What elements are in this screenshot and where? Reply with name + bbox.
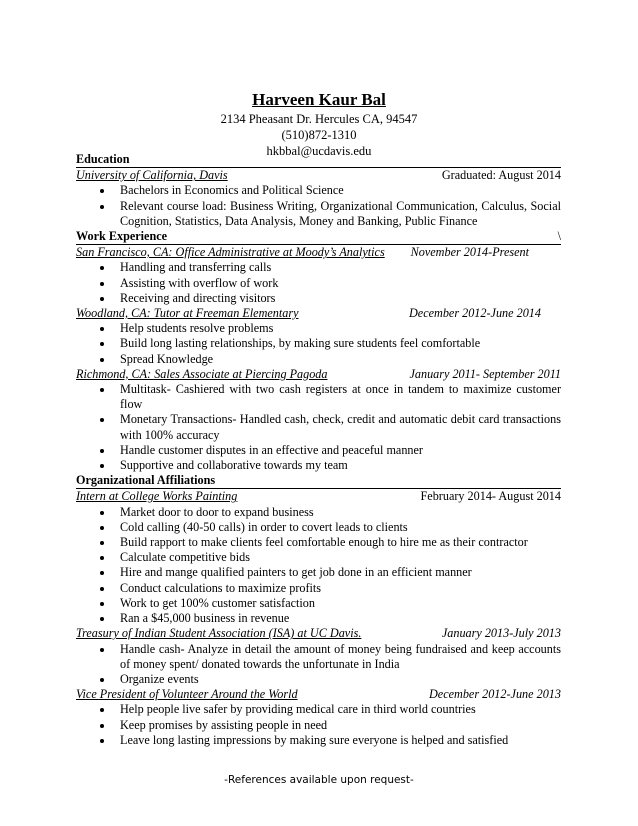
list-item: • Bachelors in Economics and Political Science — [114, 183, 561, 198]
list-item: • Multitask- Cashiered with two cash registers at once in tandem to maximize customer flow — [114, 382, 561, 412]
education-heading — [76, 152, 561, 168]
list-item: • Handle cash- Analyze in detail the amount of money being fundraised and keep accounts of money spent/ donated towards the unfortunate in India — [114, 642, 561, 672]
affiliation-org: Intern at College Works Painting — [76, 489, 238, 504]
job-row — [76, 306, 561, 321]
list-item: • Build long lasting relationships, by making sure students feel comfortable — [114, 336, 561, 351]
affiliation-date: December 2012-June 2013 — [429, 687, 561, 702]
affiliation-org: Vice President of Volunteer Around the World — [76, 687, 298, 702]
job-date: January 2011- September 2011 — [409, 366, 561, 381]
job-bullets — [76, 321, 561, 367]
list-item: • Help students resolve problems — [114, 321, 561, 336]
list-item: • Conduct calculations to maximize profits — [114, 581, 561, 596]
resume-header — [0, 89, 638, 159]
job-row — [76, 367, 561, 382]
work-heading-text: Work Experience — [76, 229, 168, 244]
work-heading-tail: \ — [557, 229, 561, 244]
job-date: December 2012-June 2014 — [409, 306, 541, 321]
list-item: • Keep promises by assisting people in need — [114, 718, 561, 733]
list-item: • Build rapport to make clients feel comfortable enough to hire me as their contractor — [114, 535, 561, 550]
work-heading — [76, 229, 561, 245]
list-item: • Handle customer disputes in an effective and peaceful manner — [114, 443, 561, 458]
education-heading-text: Education — [76, 152, 130, 166]
list-item: • Supportive and collaborative towards my team — [114, 458, 561, 473]
list-item: • Calculate competitive bids — [114, 550, 561, 565]
education-bullets — [76, 183, 561, 229]
job-bullets — [76, 382, 561, 473]
list-item: • Monetary Transactions- Handled cash, check, credit and automatic debit card transactions with 100% accuracy — [114, 412, 561, 442]
address: 2134 Pheasant Dr. Hercules CA, 94547 — [220, 112, 418, 126]
list-item: • Help people live safer by providing medical care in third world countries — [114, 702, 561, 717]
affiliation-row — [76, 626, 561, 641]
resume-body — [76, 152, 561, 748]
list-item: • Receiving and directing visitors — [114, 291, 561, 306]
list-item: • Relevant course load: Business Writing, Organizational Communication, Calculus, Social Cognition, Statistics, Data Analysis, Money and Banking, Public Finance — [114, 199, 561, 229]
job-date: November 2014-Present — [410, 245, 529, 260]
references-footer: -References available upon request- — [224, 774, 414, 786]
job-bullets — [76, 260, 561, 306]
phone: (510)872-1310 — [281, 128, 357, 142]
affiliation-org: Treasury of Indian Student Association (ISA) at UC Davis. — [76, 626, 362, 641]
list-item: • Assisting with overflow of work — [114, 276, 561, 291]
job-org: Woodland, CA: Tutor at Freeman Elementary — [76, 306, 299, 321]
affiliation-row — [76, 687, 561, 702]
list-item: • Market door to door to expand business — [114, 505, 561, 520]
affiliations-heading-text: Organizational Affiliations — [76, 473, 216, 488]
affiliation-bullets — [76, 505, 561, 627]
list-item: • Spread Knowledge — [114, 352, 561, 367]
email: hkbbal@ucdavis.edu — [266, 144, 372, 158]
list-item: • Leave long lasting impressions by making sure everyone is helped and satisfied — [114, 733, 561, 748]
education-date: Graduated: August 2014 — [441, 168, 561, 183]
affiliation-date: February 2014- August 2014 — [420, 489, 561, 504]
list-item: • Hire and mange qualified painters to get job done in an efficient manner — [114, 565, 561, 580]
job-org: Richmond, CA: Sales Associate at Piercing Pagoda — [76, 366, 328, 381]
education-row — [76, 168, 561, 183]
affiliations-heading — [76, 473, 561, 489]
list-item: • Handling and transferring calls — [114, 260, 561, 275]
list-item: • Ran a $45,000 business in revenue — [114, 611, 561, 626]
education-org: University of California, Davis — [76, 168, 228, 183]
affiliation-bullets — [76, 702, 561, 748]
affiliation-row — [76, 489, 561, 504]
affiliation-date: January 2013-July 2013 — [441, 626, 561, 641]
affiliation-bullets — [76, 642, 561, 688]
candidate-name: Harveen Kaur Bal — [252, 90, 386, 109]
job-row — [76, 245, 561, 260]
job-org: San Francisco, CA: Office Administrative at Moody’s Analytics — [76, 245, 385, 260]
list-item: • Cold calling (40-50 calls) in order to covert leads to clients — [114, 520, 561, 535]
list-item: • Work to get 100% customer satisfaction — [114, 596, 561, 611]
list-item: • Organize events — [114, 672, 561, 687]
